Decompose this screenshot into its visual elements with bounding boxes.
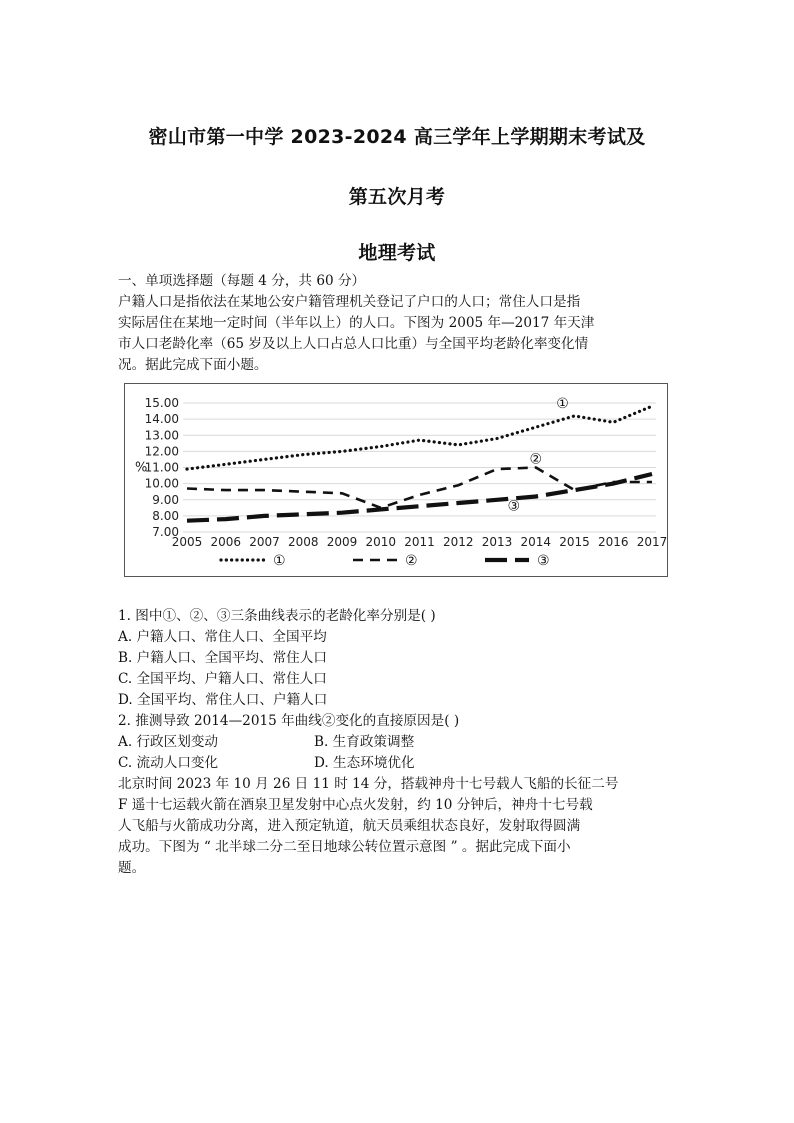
series-line-1 (187, 406, 652, 469)
section-heading: 一、单项选择题（每题 4 分，共 60 分） (118, 273, 366, 289)
passage2-line: 北京时间 2023 年 10 月 26 日 11 时 14 分，搭载神舟十七号载人飞船的长征二号 (118, 776, 619, 792)
question-2-option-c: C. 流动人口变化 (118, 755, 219, 771)
legend-label-3: ③ (537, 553, 550, 569)
y-tick-label: 13.00 (144, 428, 179, 443)
passage2-line: F 遥十七运载火箭在酒泉卫星发射中心点火发射，约 10 分钟后，神舟十七号载 (118, 797, 593, 813)
question-2-option-b: B. 生育政策调整 (314, 734, 415, 750)
question-2-stem: 2. 推测导致 2014—2015 年曲线②变化的直接原因是( ) (118, 713, 460, 729)
passage2-line: 人飞船与火箭成功分离，进入预定轨道，航天员乘组状态良好，发射取得圆满 (118, 818, 581, 834)
x-tick-label: 2017 (636, 535, 667, 549)
y-tick-label: 9.00 (152, 492, 179, 507)
x-tick-label: 2016 (597, 535, 629, 549)
y-tick-label: 14.00 (144, 412, 179, 427)
x-tick-label: 2013 (481, 535, 513, 549)
legend-label-2: ② (405, 553, 418, 569)
series-annotation-3: ③ (507, 498, 521, 515)
passage2-line: 题。 (118, 860, 146, 876)
question-2-option-d: D. 生态环境优化 (314, 755, 415, 771)
passage1-line: 市人口老龄化率（65 岁及以上人口占总人口比重）与全国平均老龄化率变化情 (118, 336, 589, 352)
question-1-option-d: D. 全国平均、常住人口、户籍人口 (118, 692, 328, 708)
y-tick-label: 7.00 (152, 525, 179, 539)
aging-rate-chart (124, 383, 668, 577)
x-tick-label: 2006 (210, 535, 242, 549)
x-tick-label: 2012 (442, 535, 474, 549)
x-tick-label: 2014 (520, 535, 552, 549)
y-tick-label: 10.00 (144, 476, 179, 491)
exam-title-line2: 第五次月考 (348, 186, 446, 208)
passage1-line: 况。据此完成下面小题。 (118, 357, 268, 373)
legend-label-1: ① (273, 553, 286, 569)
passage2-line: 成功。下图为 “ 北半球二分二至日地球公转位置示意图 ” 。据此完成下面小 (118, 839, 571, 855)
question-1-option-a: A. 户籍人口、常住人口、全国平均 (118, 629, 327, 645)
passage1-line: 户籍人口是指依法在某地公安户籍管理机关登记了户口的人口；常住人口是指 (118, 294, 581, 310)
exam-title-line1: 密山市第一中学 2023-2024 高三学年上学期期末考试及 (148, 126, 646, 148)
series-annotation-1: ① (556, 395, 569, 412)
x-tick-label: 2010 (365, 535, 397, 549)
series-annotation-2: ② (529, 451, 543, 468)
y-tick-label: 11.00 (144, 460, 179, 475)
x-tick-label: 2009 (326, 535, 358, 549)
y-tick-label: 12.00 (144, 444, 179, 459)
y-tick-label: 8.00 (152, 508, 179, 523)
question-1-stem: 1. 图中①、②、③三条曲线表示的老龄化率分别是( ) (118, 608, 436, 624)
y-tick-label: 15.00 (144, 396, 179, 410)
x-tick-label: 2007 (249, 535, 280, 549)
question-1-option-c: C. 全国平均、户籍人口、常住人口 (118, 671, 327, 687)
x-tick-label: 2011 (404, 535, 435, 549)
chart-svg (125, 384, 667, 576)
y-axis-label: % (135, 460, 148, 476)
x-tick-label: 2005 (171, 535, 203, 549)
question-1-option-b: B. 户籍人口、全国平均、常住人口 (118, 650, 327, 666)
x-tick-label: 2015 (559, 535, 590, 549)
passage1-line: 实际居住在某地一定时间（半年以上）的人口。下图为 2005 年—2017 年天津 (118, 315, 595, 331)
subject-title: 地理考试 (358, 242, 436, 264)
question-2-option-a: A. 行政区划变动 (118, 734, 219, 750)
series-line-3 (187, 474, 652, 521)
x-tick-label: 2008 (287, 535, 319, 549)
